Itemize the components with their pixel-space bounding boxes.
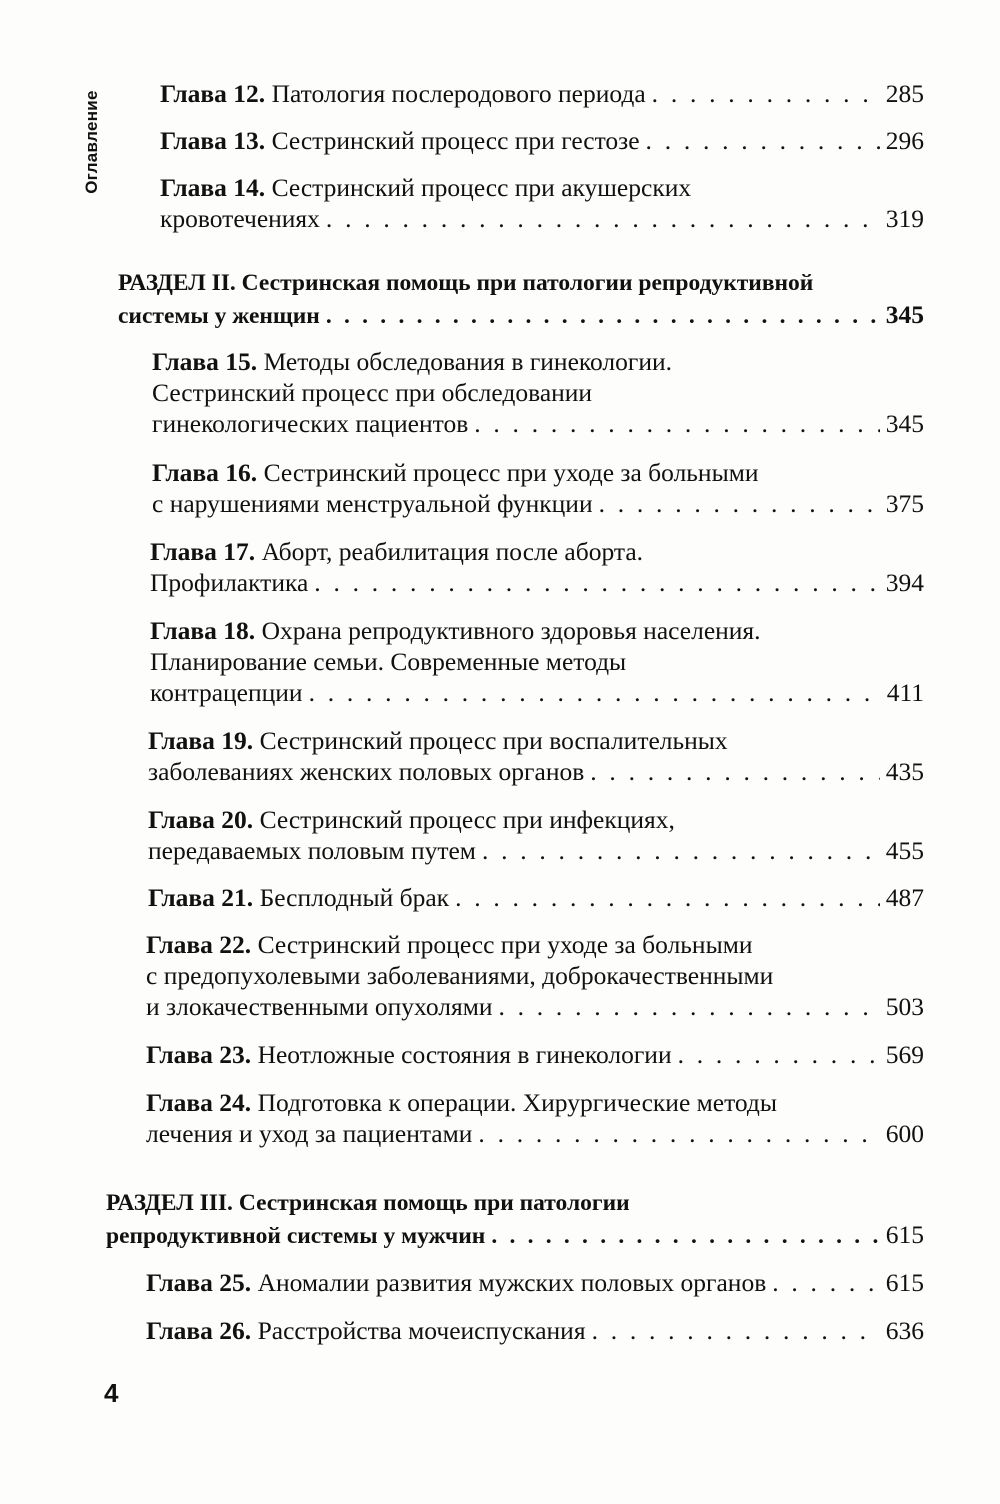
dot-leader: [309, 677, 881, 708]
entry-title-line: Патология послеродового периода: [271, 79, 646, 108]
entry-title-line: с нарушениями менструальной функции: [152, 489, 593, 518]
entry-title-line: Сестринский процесс при гестозе: [271, 126, 640, 155]
entry-page: 435: [885, 757, 924, 786]
dot-leader: [455, 882, 880, 913]
entry-label: Глава 24.: [146, 1088, 252, 1117]
entry-title-line: заболеваниях женских половых органов: [148, 757, 585, 786]
section-label: РАЗДЕЛ III.: [106, 1190, 233, 1216]
entry-title-line: Сестринский процесс при уходе за больными: [257, 930, 753, 959]
entry-title-line: Неотложные состояния в гинекологии: [257, 1040, 672, 1069]
toc-entry[interactable]: [146, 1039, 924, 1070]
toc-entry[interactable]: [148, 725, 924, 787]
entry-title-line: Сестринский процесс при акушерских: [271, 173, 692, 202]
entry-label: Глава 16.: [152, 458, 258, 487]
dot-leader: [772, 1267, 880, 1298]
entry-label: Глава 22.: [146, 930, 252, 959]
dot-leader: [491, 1221, 879, 1252]
entry-label: Глава 25.: [146, 1268, 252, 1297]
dot-leader: [326, 301, 880, 332]
section-page: 345: [885, 300, 924, 329]
toc-entry[interactable]: [146, 1267, 924, 1298]
entry-page: 394: [885, 568, 924, 597]
dot-leader: [478, 1118, 879, 1149]
entry-title-line: контрацепции: [150, 678, 303, 707]
section-title-line: репродуктивной системы у мужчин: [106, 1223, 486, 1249]
entry-title-line: Подготовка к операции. Хирургические методы: [257, 1088, 778, 1117]
entry-page: 375: [885, 489, 924, 518]
section-title-line: системы у женщин: [118, 303, 320, 329]
running-header: [72, 72, 112, 212]
entry-title-line: лечения и уход за пациентами: [146, 1119, 473, 1148]
entry-label: Глава 21.: [148, 883, 254, 912]
entry-title-line: Методы обследования в гинекологии.: [263, 347, 673, 376]
entry-page: 455: [885, 836, 924, 865]
running-header-text: Оглавление: [82, 90, 101, 194]
entry-page: 487: [885, 883, 924, 912]
dot-leader: [482, 835, 880, 866]
toc-entry[interactable]: [160, 125, 924, 156]
entry-title-line: Сестринский процесс при воспалительных: [259, 726, 728, 755]
entry-title-line: Сестринский процесс при инфекциях,: [259, 805, 675, 834]
entry-page: 319: [885, 204, 924, 233]
entry-page: 296: [885, 126, 924, 155]
dot-leader: [590, 756, 879, 787]
toc-entry[interactable]: [148, 804, 924, 866]
section-title-line: Сестринская помощь при патологии репродуктивной: [241, 270, 814, 296]
toc-entry[interactable]: [150, 536, 924, 598]
entry-page: 345: [885, 409, 924, 438]
entry-title-line: Аборт, реабилитация после аборта.: [261, 537, 644, 566]
dot-leader: [592, 1315, 880, 1346]
toc-entry[interactable]: [148, 882, 924, 913]
page-number: 4: [104, 1378, 119, 1408]
dot-leader: [678, 1039, 880, 1070]
entry-page: 615: [885, 1268, 924, 1297]
toc-entry[interactable]: [146, 1315, 924, 1346]
entry-page: 636: [885, 1316, 924, 1345]
entry-title-line: Планирование семьи. Современные методы: [150, 647, 627, 676]
entry-page: 569: [885, 1040, 924, 1069]
entry-label: Глава 15.: [152, 347, 258, 376]
entry-title-line: Сестринский процесс при обследовании: [152, 378, 593, 407]
entry-label: Глава 17.: [150, 537, 256, 566]
dot-leader: [652, 78, 880, 109]
dot-leader: [474, 408, 880, 439]
section-page: 615: [885, 1220, 924, 1249]
entry-label: Глава 26.: [146, 1316, 252, 1345]
toc-entry[interactable]: [146, 929, 924, 1022]
entry-title-line: Профилактика: [150, 568, 309, 597]
entry-page: 600: [885, 1119, 924, 1148]
toc-entry[interactable]: [146, 1087, 924, 1149]
entry-title-line: кровотечениях: [160, 204, 320, 233]
toc-entry[interactable]: [150, 615, 924, 708]
dot-leader: [498, 991, 879, 1022]
dot-leader: [314, 567, 879, 598]
toc-entry[interactable]: [160, 78, 924, 109]
entry-title-line: гинекологических пациентов: [152, 409, 469, 438]
toc-section[interactable]: [106, 1188, 924, 1252]
entry-label: Глава 18.: [150, 616, 256, 645]
entry-title-line: Расстройства мочеиспускания: [257, 1316, 586, 1345]
section-title-line: Сестринская помощь при патологии: [238, 1190, 630, 1216]
entry-title-line: Охрана репродуктивного здоровья населения.: [261, 616, 761, 645]
dot-leader: [646, 125, 880, 156]
entry-label: Глава 23.: [146, 1040, 252, 1069]
entry-label: Глава 13.: [160, 126, 266, 155]
toc-entry[interactable]: [160, 172, 924, 234]
entry-page: 503: [885, 992, 924, 1021]
section-label: РАЗДЕЛ II.: [118, 270, 236, 296]
entry-title-line: и злокачественными опухолями: [146, 992, 493, 1021]
entry-title-line: с предопухолевыми заболеваниями, доброкачественными: [146, 961, 774, 990]
toc-entry[interactable]: [152, 457, 924, 519]
entry-title-line: передаваемых половым путем: [148, 836, 476, 865]
toc-entry[interactable]: [152, 346, 924, 439]
entry-title-line: Аномалии развития мужских половых органов: [257, 1268, 767, 1297]
dot-leader: [326, 203, 880, 234]
entry-label: Глава 19.: [148, 726, 254, 755]
entry-label: Глава 20.: [148, 805, 254, 834]
toc-section[interactable]: [118, 268, 924, 332]
entry-label: Глава 14.: [160, 173, 266, 202]
dot-leader: [599, 488, 880, 519]
entry-page: 411: [886, 678, 924, 707]
entry-page: 285: [885, 79, 924, 108]
entry-label: Глава 12.: [160, 79, 266, 108]
entry-title-line: Сестринский процесс при уходе за больными: [263, 458, 759, 487]
entry-title-line: Бесплодный брак: [259, 883, 450, 912]
